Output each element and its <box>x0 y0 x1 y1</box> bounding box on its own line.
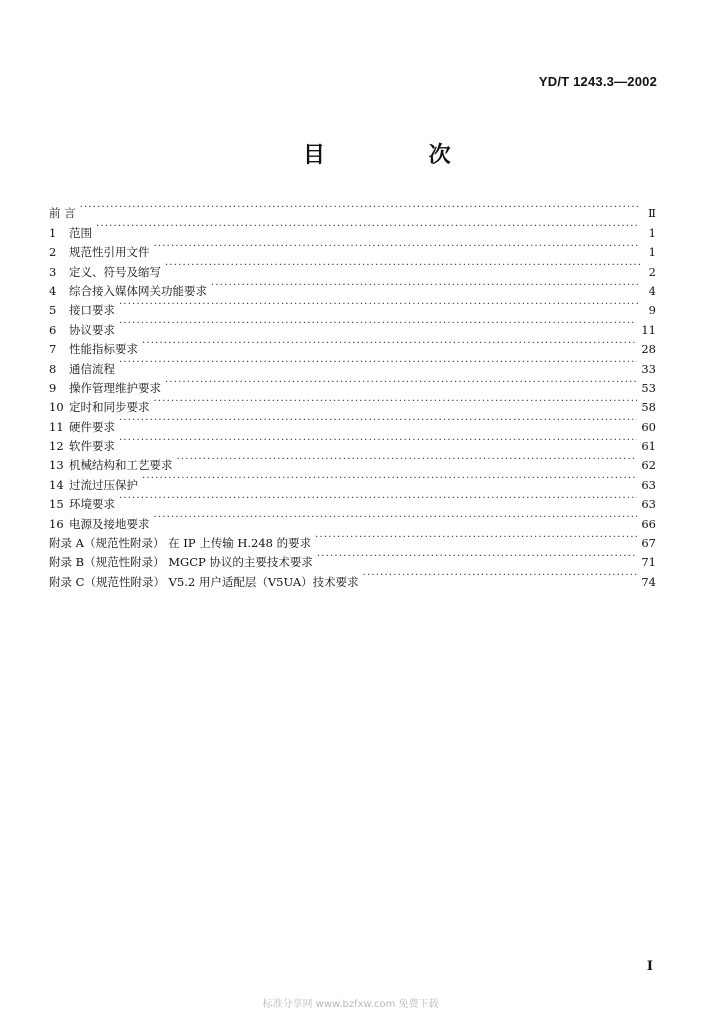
toc-entry-label: 过流过压保护 <box>69 477 138 492</box>
toc-entry-label: 附录 A（规范性附录） 在 IP 上传输 H.248 的要求 <box>49 536 312 551</box>
toc-entry-label: 性能指标要求 <box>69 342 138 357</box>
toc-leader-dots <box>165 373 637 392</box>
toc-entry-number: 5 <box>49 303 57 318</box>
toc-entry <box>49 237 656 260</box>
toc-leader-dots <box>119 295 640 314</box>
toc-entry-label: 软件要求 <box>69 439 115 454</box>
toc-entry-number: 12 <box>49 439 64 454</box>
toc-entry-label: 前 言 <box>49 206 76 221</box>
toc-leader-dots <box>142 334 637 353</box>
toc-entry <box>49 373 656 395</box>
toc-entry-label: 机械结构和工艺要求 <box>69 458 173 473</box>
toc-entry-label: 协议要求 <box>69 322 115 337</box>
toc-entry-page: 63 <box>641 497 656 512</box>
toc-entry <box>49 508 656 531</box>
toc-entry-page: 67 <box>641 536 656 551</box>
toc-entry-label: 范围 <box>69 225 92 240</box>
toc-entry-label: 定时和同步要求 <box>69 400 150 415</box>
toc-entry-number: 16 <box>49 516 64 531</box>
toc-entry <box>49 334 656 357</box>
toc-entry-page: 11 <box>641 322 656 337</box>
toc-entry-page: 63 <box>641 477 656 492</box>
toc-leader-dots <box>119 353 637 372</box>
toc-leader-dots <box>363 566 638 585</box>
toc-entry-number: 7 <box>49 342 57 357</box>
toc-entry-label: 环境要求 <box>69 497 115 512</box>
toc-entry-number: 2 <box>49 245 57 260</box>
toc-entry-label: 通信流程 <box>69 361 115 376</box>
toc-entry <box>49 411 656 434</box>
toc-entry-number: 3 <box>49 264 57 279</box>
toc-leader-dots <box>165 256 640 275</box>
toc-entry-number: 1 <box>49 225 57 240</box>
toc-entry-page: 2 <box>648 264 656 279</box>
toc-entry-label: 接口要求 <box>69 303 115 318</box>
toc-entry <box>49 450 656 473</box>
toc-entry-number: 6 <box>49 322 57 337</box>
toc-entry-label: 规范性引用文件 <box>69 245 150 260</box>
toc-entry-number: 15 <box>49 497 64 512</box>
toc-entry-page: 58 <box>641 400 656 415</box>
toc-entry-label: 定义、符号及缩写 <box>69 264 161 279</box>
toc-entry-page: 74 <box>641 574 656 589</box>
toc-entry-page: 53 <box>641 380 656 395</box>
toc-entry <box>49 217 656 240</box>
toc-entry-label: 附录 C（规范性附录） V5.2 用户适配层（V5UA）技术要求 <box>49 574 359 589</box>
toc-entry-number: 8 <box>49 361 57 376</box>
toc-leader-dots <box>119 431 637 450</box>
toc-entry <box>49 295 656 318</box>
toc-leader-dots <box>177 450 638 469</box>
toc-leader-dots <box>80 198 640 217</box>
toc-entry-label: 硬件要求 <box>69 419 115 434</box>
toc-entry-number: 4 <box>49 283 57 298</box>
toc-entry-page: 66 <box>641 516 656 531</box>
toc-entry-page: 9 <box>648 303 656 318</box>
toc-entry-page: 61 <box>641 439 656 454</box>
toc-leader-dots <box>119 314 637 333</box>
toc-entry-page: 33 <box>641 361 656 376</box>
toc-entry <box>49 314 656 337</box>
toc-list <box>49 198 656 589</box>
toc-entry-page: 60 <box>641 419 656 434</box>
toc-leader-dots <box>315 528 637 547</box>
toc-entry-page: 1 <box>648 225 656 240</box>
toc-entry-label: 综合接入媒体网关功能要求 <box>69 283 207 298</box>
toc-entry-label: 电源及接地要求 <box>69 516 150 531</box>
toc-leader-dots <box>154 237 641 256</box>
toc-entry-page: Ⅱ <box>648 206 656 221</box>
toc-title: 目 次 <box>303 143 499 168</box>
toc-leader-dots <box>119 489 637 508</box>
standard-code: YD/T 1243.3—2002 <box>538 74 657 89</box>
toc-entry-page: 28 <box>641 342 656 357</box>
toc-leader-dots <box>142 469 637 488</box>
toc-entry-page: 1 <box>648 245 656 260</box>
toc-leader-dots <box>317 547 637 566</box>
toc-entry-number: 14 <box>49 477 64 492</box>
toc-leader-dots <box>154 392 638 411</box>
toc-entry <box>49 431 656 454</box>
toc-entry-page: 71 <box>641 555 656 570</box>
toc-leader-dots <box>119 411 637 430</box>
toc-leader-dots <box>96 217 640 236</box>
toc-entry-number: 13 <box>49 458 64 473</box>
toc-entry-label: 操作管理维护要求 <box>69 380 161 395</box>
toc-entry-number: 11 <box>49 419 64 434</box>
toc-entry-page: 62 <box>641 458 656 473</box>
page-number: I <box>646 959 653 974</box>
toc-entry-label: 附录 B（规范性附录） MGCP 协议的主要技术要求 <box>49 555 313 570</box>
toc-entry-number: 10 <box>49 400 64 415</box>
toc-entry <box>49 353 656 376</box>
toc-entry <box>49 198 656 221</box>
watermark-text: 标准分享网 www.bzfxw.com 免费下载 <box>262 999 439 1010</box>
toc-entry-page: 4 <box>648 283 656 298</box>
toc-leader-dots <box>211 276 640 295</box>
toc-leader-dots <box>154 508 638 527</box>
toc-entry-number: 9 <box>49 380 57 395</box>
toc-entry <box>49 489 656 512</box>
